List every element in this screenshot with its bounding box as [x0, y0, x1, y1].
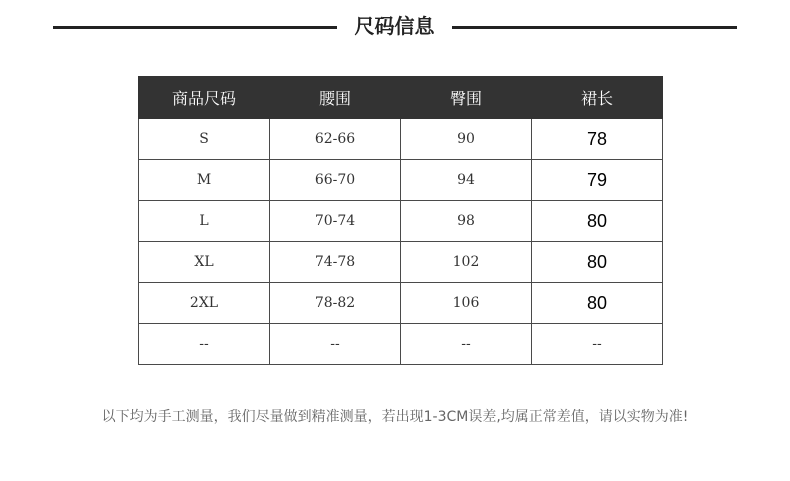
- skirt-length-cell: 78: [532, 119, 663, 160]
- size-cell: --: [139, 324, 270, 365]
- waist-cell: 70-74: [270, 201, 401, 242]
- section-header: [0, 0, 790, 60]
- skirt-length-cell: 80: [532, 201, 663, 242]
- skirt-length-cell: --: [532, 324, 663, 365]
- size-cell: S: [139, 119, 270, 160]
- measurement-note: 以下均为手工测量，我们尽量做到精准测量，若出现1-3CM误差,均属正常差值，请以实物为准!: [101, 409, 689, 425]
- waist-cell: 74-78: [270, 242, 401, 283]
- table-row: [139, 324, 663, 365]
- hip-cell: 106: [401, 283, 532, 324]
- table-row: [139, 201, 663, 242]
- header-hip: 臀围: [401, 77, 532, 119]
- header-size: 商品尺码: [139, 77, 270, 119]
- skirt-length-cell: 80: [532, 242, 663, 283]
- table-row: [139, 242, 663, 283]
- size-cell: M: [139, 160, 270, 201]
- hip-cell: 102: [401, 242, 532, 283]
- size-chart-table: [138, 76, 663, 365]
- header-waist: 腰围: [270, 77, 401, 119]
- skirt-length-cell: 80: [532, 283, 663, 324]
- waist-cell: 66-70: [270, 160, 401, 201]
- title-divider-left: [53, 26, 337, 29]
- table-header-row: [139, 77, 663, 119]
- waist-cell: 62-66: [270, 119, 401, 160]
- size-cell: 2XL: [139, 283, 270, 324]
- hip-cell: 98: [401, 201, 532, 242]
- table-row: [139, 283, 663, 324]
- skirt-length-cell: 79: [532, 160, 663, 201]
- waist-cell: 78-82: [270, 283, 401, 324]
- header-skirt-length: 裙长: [532, 77, 663, 119]
- title-divider-right: [452, 26, 737, 29]
- hip-cell: 94: [401, 160, 532, 201]
- waist-cell: --: [270, 324, 401, 365]
- size-cell: L: [139, 201, 270, 242]
- section-title: 尺码信息: [354, 14, 435, 38]
- size-cell: XL: [139, 242, 270, 283]
- hip-cell: --: [401, 324, 532, 365]
- hip-cell: 90: [401, 119, 532, 160]
- table-row: [139, 160, 663, 201]
- table-row: [139, 119, 663, 160]
